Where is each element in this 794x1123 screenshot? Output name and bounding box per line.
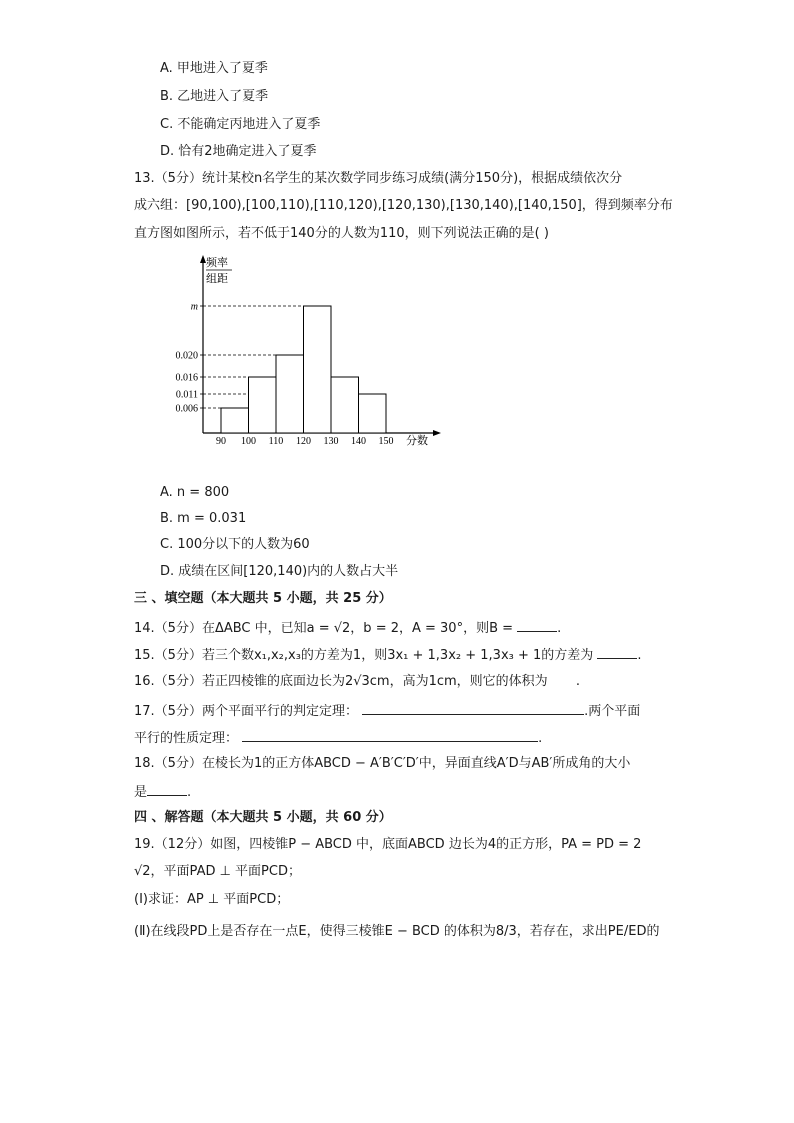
q17-line-2-text: 平行的性质定理： xyxy=(134,731,239,746)
q18-line-1: 18.（5分）在棱长为1的正方体ABCD − A′B′C′D′中，异面直线A′D与AB′所成角的大小 xyxy=(134,756,631,771)
x-tick-label: 100 xyxy=(241,436,256,447)
q17-answer-blank-1 xyxy=(362,702,584,715)
q17-line-2 xyxy=(134,729,542,747)
histogram-bar xyxy=(221,408,249,433)
y-label-bottom: 组距 xyxy=(206,273,228,285)
q19-line-2: √2，平面PAD ⊥ 平面PCD； xyxy=(134,864,301,879)
x-tick-label: 90 xyxy=(216,436,226,447)
q17-answer-blank-2 xyxy=(242,729,538,742)
q17-line-1-text: 17.（5分）两个平面平行的判定定理： xyxy=(134,704,358,719)
q17-line-2-end: . xyxy=(538,731,543,746)
y-tick-label: 0.020 xyxy=(175,350,198,362)
x-axis-label: 分数 xyxy=(406,435,428,447)
q17-line-1-end: .两个平面 xyxy=(584,704,641,719)
q15 xyxy=(134,646,642,664)
histogram-bar xyxy=(359,394,387,433)
y-label-top: 频率 xyxy=(206,257,228,269)
histogram-bar xyxy=(249,377,277,433)
q16-text: 16.（5分）若正四棱锥的底面边长为2√3cm，高为1cm，则它的体积为 xyxy=(134,674,548,689)
q15-text: 15.（5分）若三个数x₁,x₂,x₃的方差为1，则3x₁ + 1,3x₂ + 1,3x₃ + 1的方差为 xyxy=(134,648,594,663)
q13-line-2: 成六组：[90,100),[100,110),[110,120),[120,130),[130,140),[140,150]，得到频率分布 xyxy=(134,198,673,213)
q14-text: 14.（5分）在ΔABC 中，已知a = √2，b = 2，A = 30°，则B = xyxy=(134,621,514,636)
section-3-title: 三 、填空题（本大题共 5 小题，共 25 分） xyxy=(134,591,392,606)
q14-answer-blank xyxy=(517,619,557,632)
histogram-bar xyxy=(331,377,359,433)
x-tick-label: 140 xyxy=(351,436,366,447)
histogram-bar xyxy=(276,355,304,433)
q13-option-c: C. 100分以下的人数为60 xyxy=(160,537,310,552)
x-tick-label: 130 xyxy=(323,436,339,447)
q15-answer-blank xyxy=(597,646,637,659)
q19-line-3: (Ⅰ)求证：AP ⊥ 平面PCD； xyxy=(134,892,290,907)
q16-end: . xyxy=(575,674,580,689)
y-tick-label: m xyxy=(190,301,198,313)
q19-line-1: 19.（12分）如图，四棱锥P − ABCD 中，底面ABCD 边长为4的正方形，PA = PD = 2 xyxy=(134,837,642,852)
y-tick-label: 0.011 xyxy=(175,389,198,401)
q19-line-4: (Ⅱ)在线段PD上是否存在一点E，使得三棱锥E − BCD 的体积为8/3，若存在，求出PE/ED的 xyxy=(134,924,660,939)
q17-line-1 xyxy=(134,702,640,720)
q14-end: . xyxy=(557,621,562,636)
q13-option-a: A. n = 800 xyxy=(160,485,230,500)
x-tick-label: 110 xyxy=(268,436,284,447)
q13-option-d: D. 成绩在区间[120,140)内的人数占大半 xyxy=(160,564,399,579)
q12-option-a: A. 甲地进入了夏季 xyxy=(160,61,268,76)
q18-line-2-text: 是 xyxy=(134,785,148,800)
q18-answer-blank xyxy=(147,783,187,796)
histogram-bar xyxy=(304,306,332,433)
q14 xyxy=(134,619,561,637)
section-4-title: 四 、解答题（本大题共 5 小题，共 60 分） xyxy=(134,810,392,825)
x-tick-label: 150 xyxy=(378,436,394,447)
q13-line-1: 13.（5分）统计某校n名学生的某次数学同步练习成绩(满分150分)，根据成绩依次分 xyxy=(134,171,623,186)
q12-option-c: C. 不能确定丙地进入了夏季 xyxy=(160,117,321,132)
frequency-histogram xyxy=(160,252,450,452)
x-axis-arrow xyxy=(433,430,441,436)
q18-line-2 xyxy=(134,783,191,801)
y-tick-label: 0.006 xyxy=(175,403,198,415)
q13-line-3: 直方图如图所示，若不低于140分的人数为110，则下列说法正确的是( ) xyxy=(134,226,549,241)
q16 xyxy=(134,674,580,690)
y-tick-label: 0.016 xyxy=(175,372,198,384)
q18-line-2-end: . xyxy=(187,785,192,800)
q13-option-b: B. m = 0.031 xyxy=(160,511,247,526)
x-tick-label: 120 xyxy=(296,436,311,447)
q12-option-d: D. 恰有2地确定进入了夏季 xyxy=(160,144,317,159)
q15-end: . xyxy=(637,648,642,663)
q12-option-b: B. 乙地进入了夏季 xyxy=(160,89,269,104)
